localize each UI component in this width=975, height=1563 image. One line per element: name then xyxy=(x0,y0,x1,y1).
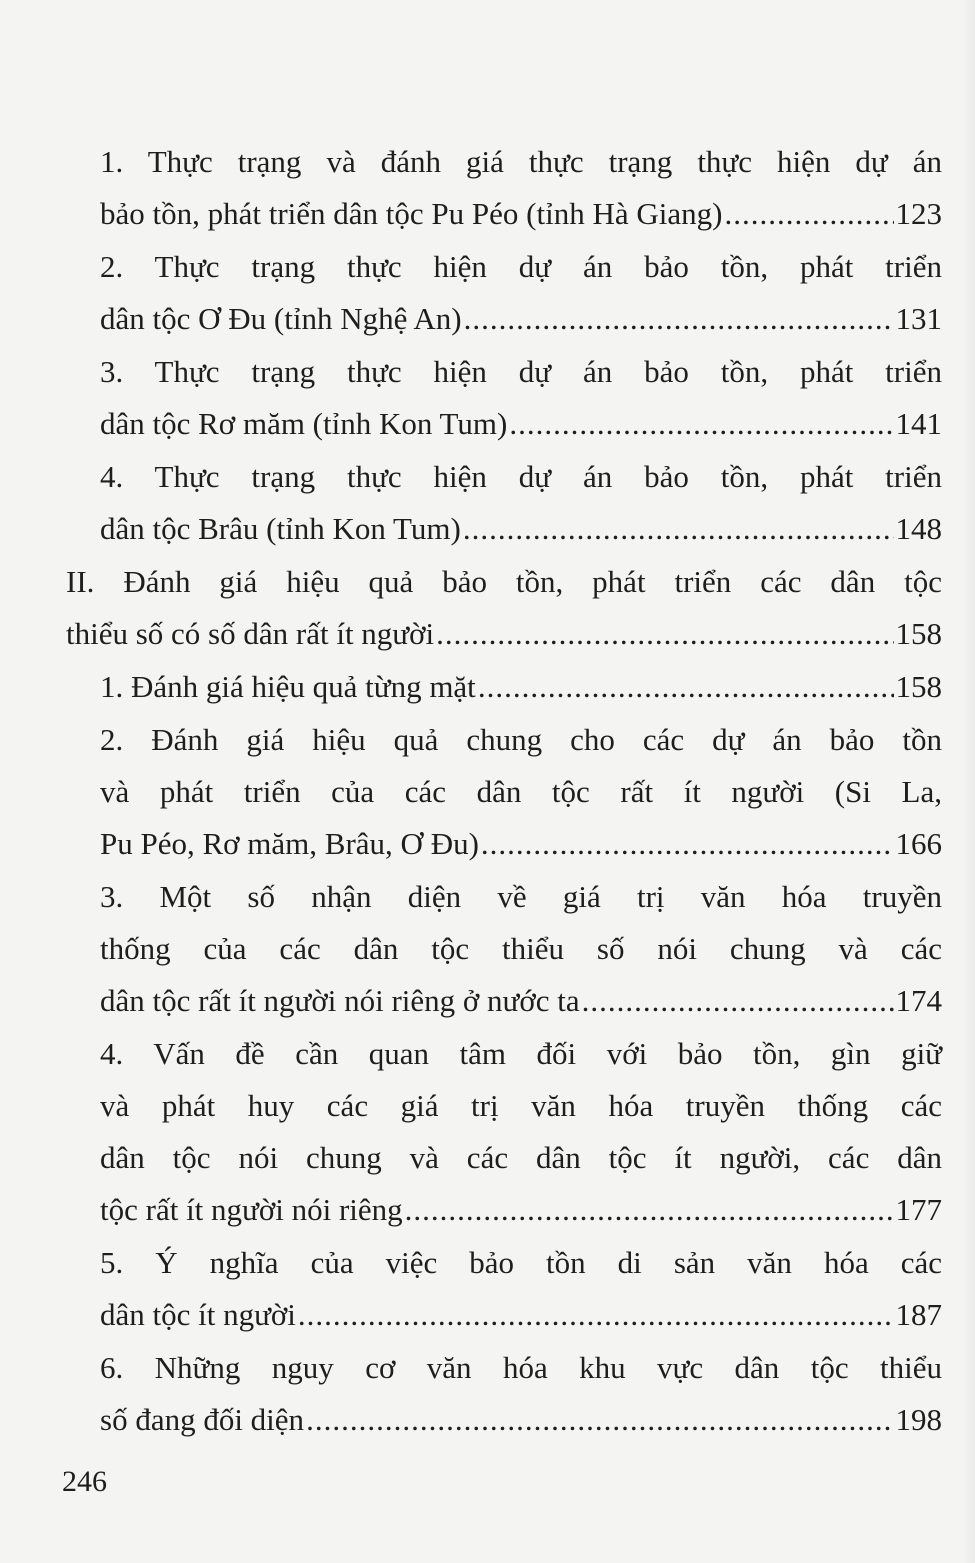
toc-entry xyxy=(66,1237,942,1341)
toc-entry-title-end: dân tộc Ơ Đu (tỉnh Nghệ An) xyxy=(100,301,462,336)
toc-entry-line: II. Đánh giá hiệu quả bảo tồn, phát triển các dân tộc xyxy=(66,564,942,599)
toc-entry-title-end: số đang đối diện xyxy=(100,1402,305,1437)
toc-entry-last-line xyxy=(100,1184,942,1236)
toc-entry-last-line xyxy=(100,1394,942,1446)
toc-entry-title-end: dân tộc Brâu (tỉnh Kon Tum) xyxy=(100,511,461,546)
toc-entry-page: 141 xyxy=(895,406,942,441)
toc-entry xyxy=(66,136,942,240)
toc-entry-page: 158 xyxy=(895,669,942,704)
toc-entry xyxy=(66,556,942,660)
toc-entry-line: dân tộc nói chung và các dân tộc ít người, các dân xyxy=(100,1140,942,1175)
toc-entry-line: 3. Một số nhận diện về giá trị văn hóa truyền xyxy=(100,879,942,914)
toc-entry xyxy=(66,871,942,1027)
toc-entry-last-line xyxy=(100,398,942,450)
toc-entry xyxy=(66,241,942,345)
toc-entry-page: 131 xyxy=(895,301,942,336)
dot-leader xyxy=(464,293,894,345)
toc-entry-title-end: dân tộc Rơ măm (tỉnh Kon Tum) xyxy=(100,406,508,441)
page-number: 246 xyxy=(62,1465,107,1498)
dot-leader xyxy=(298,1289,894,1341)
dot-leader xyxy=(582,975,894,1027)
toc-entry-last-line xyxy=(100,975,942,1027)
dot-leader xyxy=(436,608,893,660)
toc-entry xyxy=(66,1028,942,1236)
table-of-contents xyxy=(66,136,942,1446)
toc-entry-title-end: 1. Đánh giá hiệu quả từng mặt xyxy=(100,669,476,704)
toc-entry xyxy=(66,661,942,713)
toc-entry-last-line xyxy=(100,188,942,240)
toc-entry-last-line xyxy=(66,608,942,660)
toc-entry-title-end: bảo tồn, phát triển dân tộc Pu Péo (tỉnh Hà Giang) xyxy=(100,196,723,231)
toc-entry-line: 3. Thực trạng thực hiện dự án bảo tồn, phát triển xyxy=(100,354,942,389)
toc-entry-page: 177 xyxy=(895,1192,942,1227)
toc-entry-line: 6. Những nguy cơ văn hóa khu vực dân tộc thiểu xyxy=(100,1350,942,1385)
dot-leader xyxy=(405,1184,894,1236)
toc-entry xyxy=(66,1342,942,1446)
toc-entry-page: 148 xyxy=(895,511,942,546)
dot-leader xyxy=(306,1394,893,1446)
toc-entry-last-line xyxy=(100,293,942,345)
toc-entry-page: 174 xyxy=(895,983,942,1018)
dot-leader xyxy=(463,503,894,555)
toc-entry-line: thống của các dân tộc thiểu số nói chung và các xyxy=(100,931,942,966)
toc-entry-line: và phát triển của các dân tộc rất ít người (Si La, xyxy=(100,774,942,809)
toc-entry-last-line xyxy=(100,503,942,555)
toc-entry-page: 158 xyxy=(895,616,942,651)
toc-entry-line: 2. Đánh giá hiệu quả chung cho các dự án bảo tồn xyxy=(100,722,942,757)
toc-entry-page: 166 xyxy=(895,826,942,861)
dot-leader xyxy=(724,188,893,240)
toc-entry-line: 2. Thực trạng thực hiện dự án bảo tồn, phát triển xyxy=(100,249,942,284)
page-edge-shadow xyxy=(963,0,975,1563)
dot-leader xyxy=(478,661,894,713)
toc-entry-last-line xyxy=(100,1289,942,1341)
toc-entry-last-line xyxy=(100,661,942,713)
toc-entry-page: 198 xyxy=(895,1402,942,1437)
toc-entry-page: 187 xyxy=(895,1297,942,1332)
toc-entry xyxy=(66,451,942,555)
toc-entry-title-end: thiểu số có số dân rất ít người xyxy=(66,616,435,651)
toc-entry-title-end: dân tộc rất ít người nói riêng ở nước ta xyxy=(100,983,580,1018)
toc-entry xyxy=(66,714,942,870)
toc-entry-title-end: dân tộc ít người xyxy=(100,1297,296,1332)
toc-entry-line: và phát huy các giá trị văn hóa truyền thống các xyxy=(100,1088,942,1123)
toc-entry-line: 1. Thực trạng và đánh giá thực trạng thực hiện dự án xyxy=(100,144,942,179)
toc-entry-line: 4. Vấn đề cần quan tâm đối với bảo tồn, gìn giữ xyxy=(100,1036,942,1071)
toc-entry-title-end: Pu Péo, Rơ măm, Brâu, Ơ Đu) xyxy=(100,826,479,861)
toc-entry-page: 123 xyxy=(895,196,942,231)
toc-entry-title-end: tộc rất ít người nói riêng xyxy=(100,1192,403,1227)
toc-entry-last-line xyxy=(100,818,942,870)
toc-entry xyxy=(66,346,942,450)
toc-entry-line: 4. Thực trạng thực hiện dự án bảo tồn, phát triển xyxy=(100,459,942,494)
dot-leader xyxy=(509,398,893,450)
dot-leader xyxy=(481,818,894,870)
toc-entry-line: 5. Ý nghĩa của việc bảo tồn di sản văn hóa các xyxy=(100,1245,942,1280)
